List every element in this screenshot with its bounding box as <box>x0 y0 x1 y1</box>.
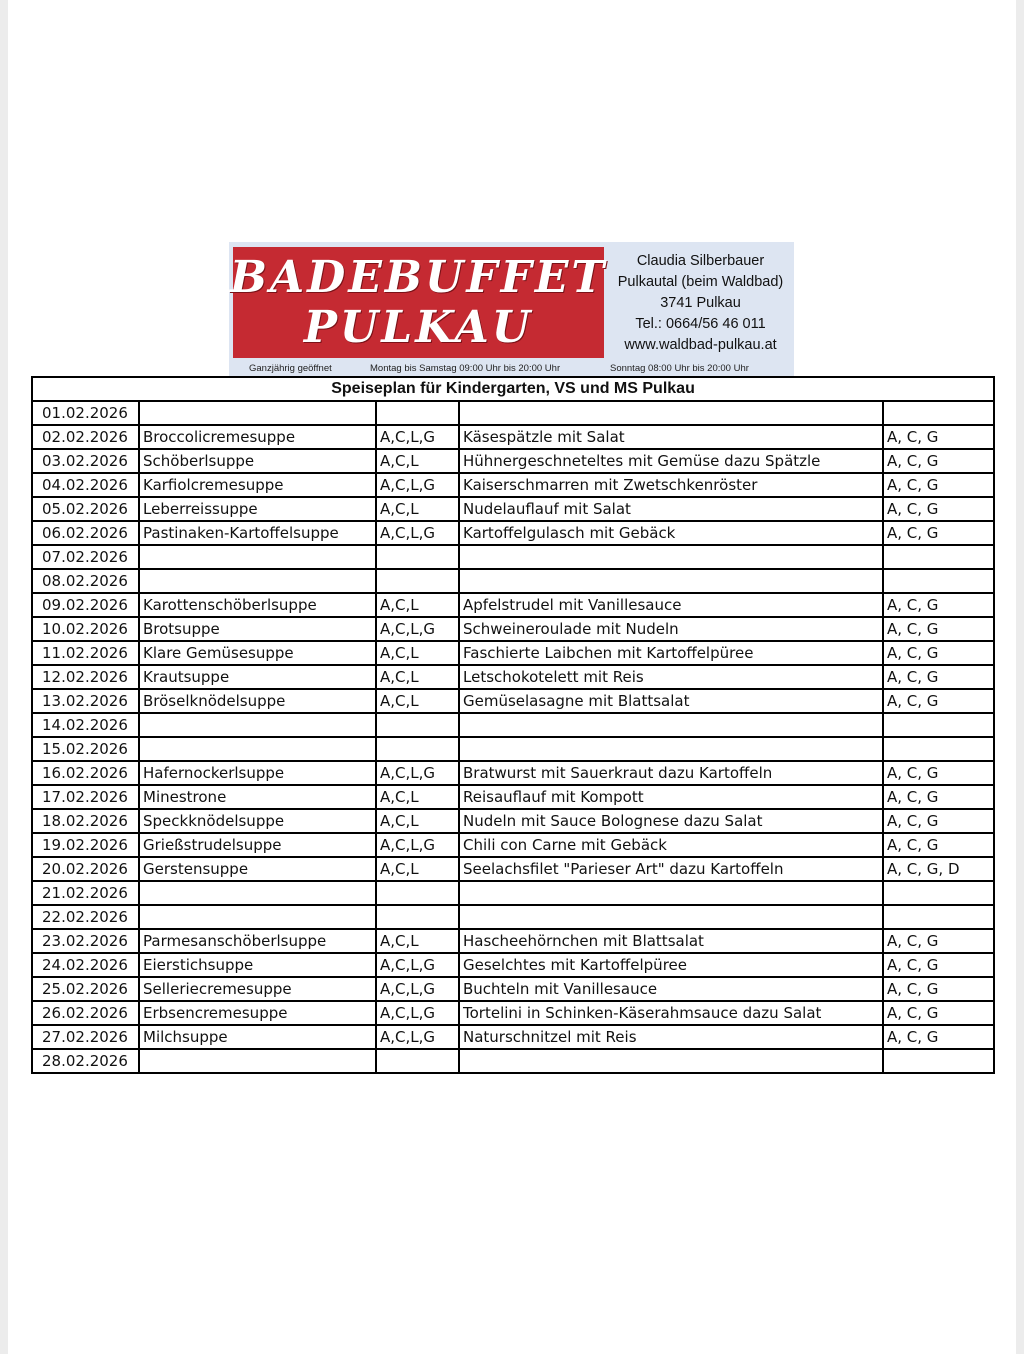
main-dish-cell: Reisauflauf mit Kompott <box>459 785 883 809</box>
soup-cell: Minestrone <box>139 785 376 809</box>
main-allergens-cell <box>883 881 994 905</box>
soup-allergens-cell: A,C,L <box>376 593 459 617</box>
contact-website: www.waldbad-pulkau.at <box>624 337 777 353</box>
soup-allergens-cell: A,C,L,G <box>376 521 459 545</box>
soup-allergens-cell <box>376 737 459 761</box>
soup-allergens-cell: A,C,L <box>376 449 459 473</box>
date-cell: 15.02.2026 <box>32 737 139 761</box>
soup-allergens-cell: A,C,L,G <box>376 953 459 977</box>
soup-cell: Bröselknödelsuppe <box>139 689 376 713</box>
main-dish-cell: Letschokotelett mit Reis <box>459 665 883 689</box>
date-cell: 09.02.2026 <box>32 593 139 617</box>
main-dish-cell: Buchteln mit Vanillesauce <box>459 977 883 1001</box>
main-dish-cell: Faschierte Laibchen mit Kartoffelpüree <box>459 641 883 665</box>
table-row <box>32 905 994 929</box>
menu-table <box>31 376 995 1074</box>
soup-cell <box>139 881 376 905</box>
table-row <box>32 809 994 833</box>
date-cell: 27.02.2026 <box>32 1025 139 1049</box>
table-row <box>32 497 994 521</box>
main-dish-cell: Seelachsfilet "Parieser Art" dazu Kartoffeln <box>459 857 883 881</box>
soup-cell: Brotsuppe <box>139 617 376 641</box>
soup-allergens-cell: A,C,L,G <box>376 617 459 641</box>
date-cell: 18.02.2026 <box>32 809 139 833</box>
table-title: Speiseplan für Kindergarten, VS und MS Pulkau <box>32 377 994 401</box>
main-allergens-cell: A, C, G <box>883 1025 994 1049</box>
main-allergens-cell <box>883 905 994 929</box>
main-allergens-cell: A, C, G <box>883 665 994 689</box>
soup-cell: Milchsuppe <box>139 1025 376 1049</box>
soup-cell <box>139 905 376 929</box>
table-row <box>32 977 994 1001</box>
main-allergens-cell: A, C, G <box>883 761 994 785</box>
table-row <box>32 1049 994 1073</box>
date-cell: 16.02.2026 <box>32 761 139 785</box>
soup-allergens-cell: A,C,L,G <box>376 977 459 1001</box>
date-cell: 02.02.2026 <box>32 425 139 449</box>
date-cell: 26.02.2026 <box>32 1001 139 1025</box>
soup-cell: Hafernockerlsuppe <box>139 761 376 785</box>
date-cell: 11.02.2026 <box>32 641 139 665</box>
soup-allergens-cell <box>376 545 459 569</box>
soup-allergens-cell: A,C,L,G <box>376 1025 459 1049</box>
soup-cell: Gerstensuppe <box>139 857 376 881</box>
soup-cell <box>139 1049 376 1073</box>
table-row <box>32 449 994 473</box>
date-cell: 05.02.2026 <box>32 497 139 521</box>
date-cell: 17.02.2026 <box>32 785 139 809</box>
menu-table-body <box>32 401 994 1073</box>
soup-cell <box>139 545 376 569</box>
main-dish-cell: Bratwurst mit Sauerkraut dazu Kartoffeln <box>459 761 883 785</box>
soup-allergens-cell: A,C,L <box>376 665 459 689</box>
soup-cell: Karottenschöberlsuppe <box>139 593 376 617</box>
soup-cell <box>139 569 376 593</box>
date-cell: 04.02.2026 <box>32 473 139 497</box>
table-row <box>32 425 994 449</box>
soup-allergens-cell: A,C,L <box>376 497 459 521</box>
main-allergens-cell: A, C, G <box>883 593 994 617</box>
soup-cell: Leberreissuppe <box>139 497 376 521</box>
soup-allergens-cell: A,C,L,G <box>376 761 459 785</box>
main-dish-cell: Hühnergeschneteltes mit Gemüse dazu Spätzle <box>459 449 883 473</box>
hours-weekdays: Montag bis Samstag 09:00 Uhr bis 20:00 Uhr <box>370 363 561 374</box>
date-cell: 14.02.2026 <box>32 713 139 737</box>
soup-cell <box>139 737 376 761</box>
main-dish-cell: Chili con Carne mit Gebäck <box>459 833 883 857</box>
main-dish-cell: Nudelauflauf mit Salat <box>459 497 883 521</box>
soup-allergens-cell <box>376 569 459 593</box>
date-cell: 06.02.2026 <box>32 521 139 545</box>
soup-allergens-cell: A,C,L,G <box>376 425 459 449</box>
table-row <box>32 929 994 953</box>
soup-allergens-cell: A,C,L <box>376 689 459 713</box>
date-cell: 25.02.2026 <box>32 977 139 1001</box>
hours-sunday: Sonntag 08:00 Uhr bis 20:00 Uhr <box>610 363 749 374</box>
date-cell: 28.02.2026 <box>32 1049 139 1073</box>
soup-allergens-cell <box>376 905 459 929</box>
logo <box>229 247 608 358</box>
table-row <box>32 593 994 617</box>
main-dish-cell <box>459 881 883 905</box>
soup-cell: Krautsuppe <box>139 665 376 689</box>
table-row <box>32 569 994 593</box>
table-row <box>32 833 994 857</box>
table-row <box>32 1025 994 1049</box>
main-allergens-cell: A, C, G <box>883 953 994 977</box>
soup-cell <box>139 713 376 737</box>
opening-hours <box>229 361 794 377</box>
main-allergens-cell <box>883 401 994 425</box>
main-allergens-cell: A, C, G <box>883 929 994 953</box>
table-row <box>32 473 994 497</box>
table-row <box>32 689 994 713</box>
main-dish-cell <box>459 569 883 593</box>
table-row <box>32 737 994 761</box>
soup-allergens-cell: A,C,L <box>376 785 459 809</box>
main-dish-cell <box>459 713 883 737</box>
main-dish-cell: Geselchtes mit Kartoffelpüree <box>459 953 883 977</box>
table-title-row <box>32 377 994 401</box>
table-row <box>32 785 994 809</box>
contact-location: Pulkautal (beim Waldbad) <box>617 274 784 290</box>
table-row <box>32 1001 994 1025</box>
table-row <box>32 521 994 545</box>
table-row <box>32 617 994 641</box>
soup-allergens-cell: A,C,L,G <box>376 473 459 497</box>
logo-line-1: BADEBUFFET <box>229 251 608 303</box>
date-cell: 08.02.2026 <box>32 569 139 593</box>
main-dish-cell: Schweineroulade mit Nudeln <box>459 617 883 641</box>
date-cell: 24.02.2026 <box>32 953 139 977</box>
soup-cell: Klare Gemüsesuppe <box>139 641 376 665</box>
table-row <box>32 761 994 785</box>
table-row <box>32 953 994 977</box>
date-cell: 01.02.2026 <box>32 401 139 425</box>
main-dish-cell: Kartoffelgulasch mit Gebäck <box>459 521 883 545</box>
main-allergens-cell: A, C, G <box>883 449 994 473</box>
date-cell: 19.02.2026 <box>32 833 139 857</box>
date-cell: 23.02.2026 <box>32 929 139 953</box>
soup-cell: Speckknödelsuppe <box>139 809 376 833</box>
table-row <box>32 545 994 569</box>
main-dish-cell <box>459 1049 883 1073</box>
date-cell: 10.02.2026 <box>32 617 139 641</box>
date-cell: 03.02.2026 <box>32 449 139 473</box>
table-row <box>32 881 994 905</box>
main-dish-cell: Tortelini in Schinken-Käserahmsauce dazu Salat <box>459 1001 883 1025</box>
main-dish-cell <box>459 905 883 929</box>
letterhead <box>229 242 794 377</box>
contact-phone: Tel.: 0664/56 46 011 <box>635 316 766 332</box>
soup-allergens-cell: A,C,L <box>376 641 459 665</box>
table-row <box>32 665 994 689</box>
soup-cell: Grießstrudelsuppe <box>139 833 376 857</box>
soup-allergens-cell <box>376 401 459 425</box>
soup-cell: Broccolicremesuppe <box>139 425 376 449</box>
main-allergens-cell: A, C, G <box>883 521 994 545</box>
contact-block <box>607 251 794 356</box>
main-allergens-cell <box>883 569 994 593</box>
soup-cell: Pastinaken-Kartoffelsuppe <box>139 521 376 545</box>
hours-yearround: Ganzjährig geöffnet <box>249 363 332 374</box>
main-allergens-cell: A, C, G <box>883 425 994 449</box>
main-allergens-cell: A, C, G <box>883 497 994 521</box>
date-cell: 20.02.2026 <box>32 857 139 881</box>
main-dish-cell <box>459 545 883 569</box>
main-dish-cell <box>459 737 883 761</box>
main-allergens-cell <box>883 545 994 569</box>
soup-cell: Erbsencremesuppe <box>139 1001 376 1025</box>
soup-allergens-cell: A,C,L,G <box>376 833 459 857</box>
soup-cell: Selleriecremesuppe <box>139 977 376 1001</box>
soup-cell: Eierstichsuppe <box>139 953 376 977</box>
contact-name: Claudia Silberbauer <box>636 253 765 269</box>
soup-allergens-cell <box>376 881 459 905</box>
main-allergens-cell <box>883 713 994 737</box>
main-dish-cell: Apfelstrudel mit Vanillesauce <box>459 593 883 617</box>
main-dish-cell: Gemüselasagne mit Blattsalat <box>459 689 883 713</box>
contact-postal: 3741 Pulkau <box>660 295 741 311</box>
main-dish-cell: Naturschnitzel mit Reis <box>459 1025 883 1049</box>
table-row <box>32 641 994 665</box>
date-cell: 07.02.2026 <box>32 545 139 569</box>
main-allergens-cell: A, C, G <box>883 809 994 833</box>
soup-cell <box>139 401 376 425</box>
date-cell: 21.02.2026 <box>32 881 139 905</box>
soup-allergens-cell <box>376 713 459 737</box>
table-row <box>32 857 994 881</box>
date-cell: 13.02.2026 <box>32 689 139 713</box>
soup-allergens-cell: A,C,L,G <box>376 1001 459 1025</box>
main-allergens-cell: A, C, G <box>883 977 994 1001</box>
soup-cell: Karfiolcremesuppe <box>139 473 376 497</box>
main-dish-cell: Kaiserschmarren mit Zwetschkenröster <box>459 473 883 497</box>
main-allergens-cell: A, C, G <box>883 641 994 665</box>
soup-allergens-cell: A,C,L <box>376 857 459 881</box>
main-allergens-cell: A, C, G <box>883 617 994 641</box>
soup-allergens-cell <box>376 1049 459 1073</box>
main-dish-cell: Hascheehörnchen mit Blattsalat <box>459 929 883 953</box>
soup-allergens-cell: A,C,L <box>376 809 459 833</box>
table-row <box>32 713 994 737</box>
main-dish-cell: Nudeln mit Sauce Bolognese dazu Salat <box>459 809 883 833</box>
main-dish-cell: Käsespätzle mit Salat <box>459 425 883 449</box>
main-allergens-cell <box>883 1049 994 1073</box>
soup-allergens-cell: A,C,L <box>376 929 459 953</box>
soup-cell: Parmesanschöberlsuppe <box>139 929 376 953</box>
date-cell: 22.02.2026 <box>32 905 139 929</box>
logo-line-2: PULKAU <box>303 301 534 353</box>
main-dish-cell <box>459 401 883 425</box>
table-row <box>32 401 994 425</box>
main-allergens-cell <box>883 737 994 761</box>
main-allergens-cell: A, C, G, D <box>883 857 994 881</box>
main-allergens-cell: A, C, G <box>883 833 994 857</box>
date-cell: 12.02.2026 <box>32 665 139 689</box>
main-allergens-cell: A, C, G <box>883 473 994 497</box>
main-allergens-cell: A, C, G <box>883 1001 994 1025</box>
main-allergens-cell: A, C, G <box>883 689 994 713</box>
main-allergens-cell: A, C, G <box>883 785 994 809</box>
soup-cell: Schöberlsuppe <box>139 449 376 473</box>
